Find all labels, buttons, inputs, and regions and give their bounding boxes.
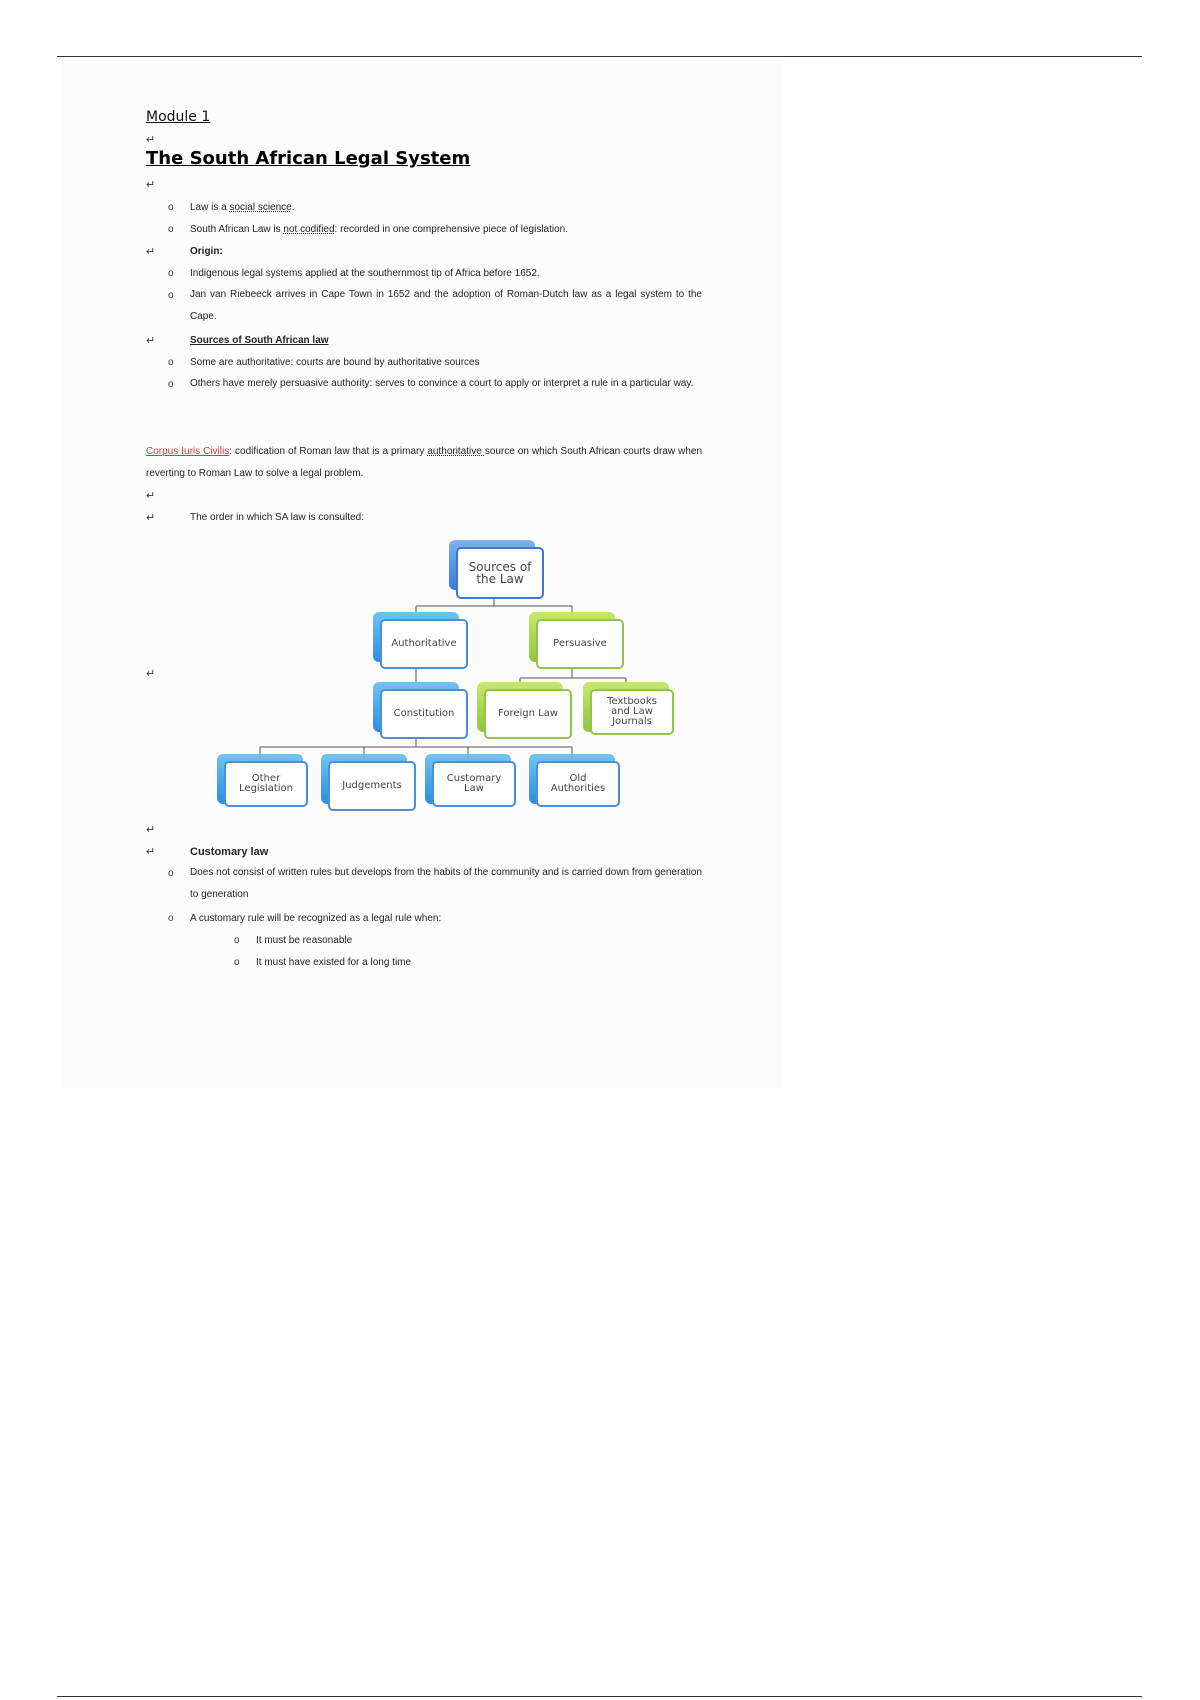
diagram-node-foreign-law: Foreign Law xyxy=(484,689,572,739)
bullet-icon: o xyxy=(168,268,174,279)
sources-heading: Sources of South African law xyxy=(190,335,329,346)
paragraph-mark: ↵ xyxy=(146,824,156,836)
diagram-node-old-authorities: Old Authorities xyxy=(536,761,620,807)
sources-of-law-diagram xyxy=(146,536,706,818)
corpus-term: Corpus Iuris Civilis xyxy=(146,446,230,457)
sources-heading-row: ↵ Sources of South African law xyxy=(146,335,329,347)
diagram-node-other-legislation: Other Legislation xyxy=(224,761,308,807)
paragraph-mark: ↵ xyxy=(146,668,156,680)
customary-heading-row: ↵ Customary law xyxy=(146,846,269,858)
bottom-rule xyxy=(57,1696,1142,1697)
bullet-icon: o xyxy=(234,957,240,968)
diagram-node-constitution: Constitution xyxy=(380,689,468,739)
bullet-icon: o xyxy=(168,224,174,235)
customary-heading: Customary law xyxy=(190,846,269,858)
origin-heading: Origin: xyxy=(190,246,223,257)
corpus-paragraph: Corpus Iuris Civilis: codification of Roman law that is a primary authoritative source on which South African courts draw when reverting to Roman Law to solve a legal problem. xyxy=(146,446,703,479)
bullet-icon: o xyxy=(168,868,174,879)
diagram-node-customary-law: Customary Law xyxy=(432,761,516,807)
bullet-icon: o xyxy=(168,379,174,390)
order-text: The order in which SA law is consulted: xyxy=(190,512,364,523)
paragraph-mark: ↵ xyxy=(146,490,156,502)
bullet-icon: o xyxy=(168,202,174,213)
diagram-node-root: Sources of the Law xyxy=(456,547,544,599)
bullet-icon: o xyxy=(168,290,174,301)
top-rule xyxy=(57,56,1142,57)
paragraph-mark: ↵ xyxy=(146,179,156,191)
bullet-icon: o xyxy=(234,935,240,946)
diagram-node-judgements: Judgements xyxy=(328,761,416,811)
bullet-icon: o xyxy=(168,913,174,924)
origin-heading-row: ↵ Origin: xyxy=(146,246,223,258)
bullet-icon: o xyxy=(168,357,174,368)
diagram-node-persuasive: Persuasive xyxy=(536,619,624,669)
document-title: The South African Legal System xyxy=(146,148,471,169)
diagram-node-authoritative: Authoritative xyxy=(380,619,468,669)
paragraph-mark: ↵ xyxy=(146,134,156,146)
order-row: ↵ The order in which SA law is consulted: xyxy=(146,512,364,524)
module-label: Module 1 xyxy=(146,109,211,125)
diagram-node-textbooks: Textbooks and Law Journals xyxy=(590,689,674,735)
